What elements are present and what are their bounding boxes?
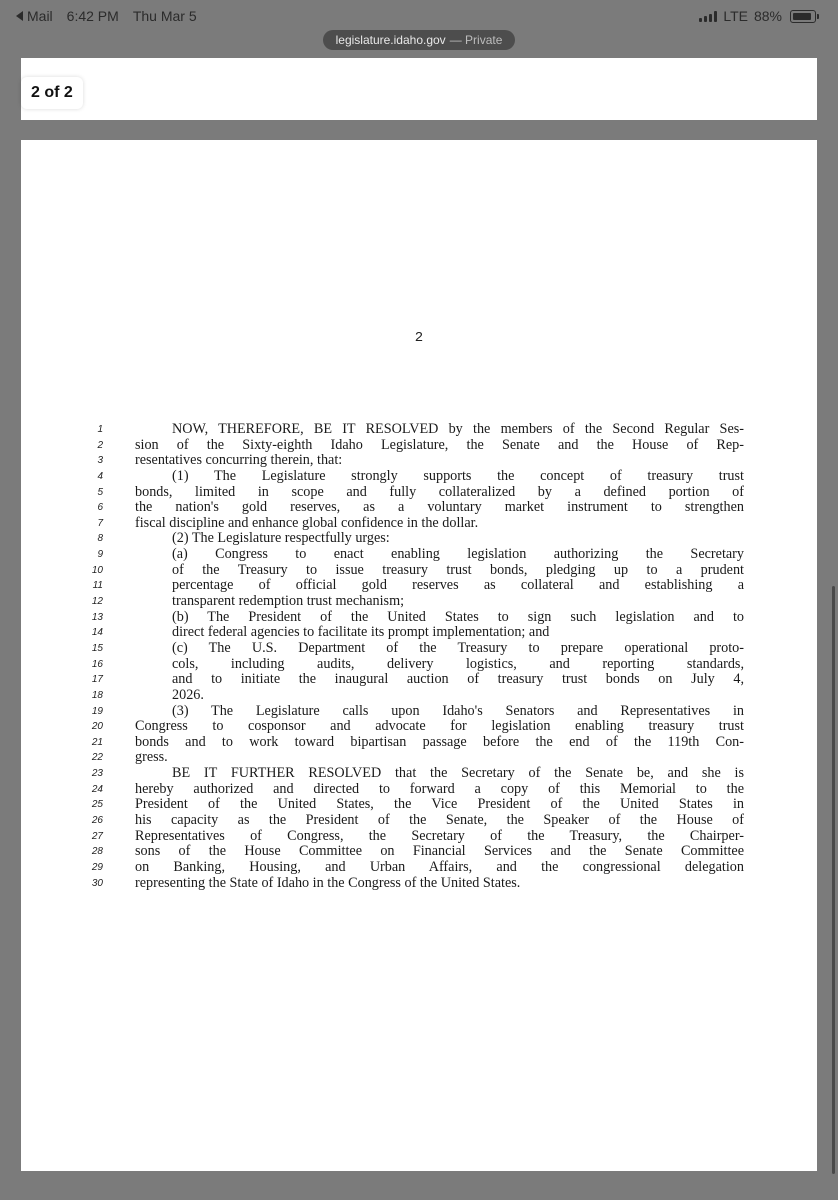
line-number: 14 xyxy=(91,627,103,639)
bill-line xyxy=(71,829,771,845)
bill-line xyxy=(71,641,771,657)
bill-line xyxy=(71,719,771,735)
bill-line xyxy=(71,531,771,547)
line-text: (c) The U.S. Department of the Treasury to prepare operational proto- xyxy=(172,639,744,656)
line-text: the nation's gold reserves, as a voluntary market instrument to strengthen xyxy=(135,499,744,516)
back-to-mail-button[interactable] xyxy=(16,8,53,24)
bill-line xyxy=(71,688,771,704)
line-text: sion of the Sixty-eighth Idaho Legislature, the Senate and the House of Rep- xyxy=(135,436,744,453)
line-text: Representatives of Congress, the Secretary of the Treasury, the Chairper- xyxy=(135,827,744,844)
battery-icon xyxy=(790,10,816,23)
line-text: (3) The Legislature calls upon Idaho's Senators and Representatives in xyxy=(172,702,744,719)
line-text: BE IT FURTHER RESOLVED that the Secretary of the Senate be, and she is xyxy=(172,765,744,782)
bill-line xyxy=(71,735,771,751)
line-text: President of the United States, the Vice President of the United States in xyxy=(135,796,744,813)
line-text: bonds, limited in scope and fully collateralized by a defined portion of xyxy=(135,483,744,500)
line-number: 2 xyxy=(97,439,103,451)
line-text: bonds and to work toward bipartisan passage before the end of the 119th Con- xyxy=(135,733,744,750)
url-text: legislature.idaho.gov xyxy=(335,33,446,47)
cellular-signal-icon xyxy=(699,11,717,22)
bill-line xyxy=(71,860,771,876)
page-counter: 2 of 2 xyxy=(21,77,83,109)
line-text: cols, including audits, delivery logistics, and reporting standards, xyxy=(172,655,744,672)
bill-line xyxy=(71,500,771,516)
bill-line xyxy=(71,610,771,626)
status-time: 6:42 PM xyxy=(66,8,119,24)
line-text: fiscal discipline and enhance global confidence in the dollar. xyxy=(135,514,479,531)
line-number: 22 xyxy=(91,752,103,764)
line-text: resentatives concurring therein, that: xyxy=(135,452,343,469)
line-number: 15 xyxy=(91,642,103,654)
line-number: 12 xyxy=(91,596,103,608)
back-arrow-icon xyxy=(16,11,23,21)
line-text: on Banking, Housing, and Urban Affairs, and the congressional delegation xyxy=(135,858,744,875)
bill-line xyxy=(71,516,771,532)
bill-line xyxy=(71,782,771,798)
line-number: 19 xyxy=(91,705,103,717)
line-number: 30 xyxy=(91,877,103,889)
bill-line xyxy=(71,672,771,688)
previous-page xyxy=(21,58,817,120)
bill-line xyxy=(71,453,771,469)
line-text: Congress to cosponsor and advocate for legislation enabling treasury trust xyxy=(135,718,744,735)
line-number: 25 xyxy=(91,799,103,811)
line-number: 9 xyxy=(97,549,103,561)
bill-line xyxy=(71,438,771,454)
bill-line xyxy=(71,657,771,673)
bill-line xyxy=(71,594,771,610)
battery-percent: 88% xyxy=(753,8,782,24)
bill-line xyxy=(71,750,771,766)
back-app-label: Mail xyxy=(27,8,53,24)
line-number: 8 xyxy=(97,533,103,545)
line-text: (2) The Legislature respectfully urges: xyxy=(172,530,390,547)
bill-line xyxy=(71,766,771,782)
status-date: Thu Mar 5 xyxy=(132,8,197,24)
line-text: (1) The Legislature strongly supports the concept of treasury trust xyxy=(172,467,744,484)
line-text: direct federal agencies to facilitate its prompt implementation; and xyxy=(172,624,550,641)
bill-line xyxy=(71,704,771,720)
bill-line xyxy=(71,813,771,829)
line-number: 3 xyxy=(97,455,103,467)
line-text: transparent redemption trust mechanism; xyxy=(172,593,405,610)
bill-line xyxy=(71,844,771,860)
bill-line xyxy=(71,578,771,594)
line-number: 17 xyxy=(91,674,103,686)
line-text: 2026. xyxy=(172,686,204,703)
line-text: NOW, THEREFORE, BE IT RESOLVED by the members of the Second Regular Ses- xyxy=(172,421,744,437)
bill-line xyxy=(71,547,771,563)
network-label: LTE xyxy=(723,8,748,24)
line-number: 18 xyxy=(91,689,103,701)
private-mode-label: — Private xyxy=(449,33,503,47)
line-text: of the Treasury to issue treasury trust bonds, pledging up to a prudent xyxy=(172,561,744,578)
line-number: 16 xyxy=(91,658,103,670)
line-number: 23 xyxy=(91,768,103,780)
bill-text xyxy=(71,422,771,891)
line-number: 13 xyxy=(91,611,103,623)
bill-line xyxy=(71,422,771,438)
line-number: 7 xyxy=(97,517,103,529)
line-number: 29 xyxy=(91,861,103,873)
line-text: his capacity as the President of the Senate, the Speaker of the House of xyxy=(135,812,744,829)
page-number: 2 xyxy=(414,330,424,346)
bill-line xyxy=(71,876,771,892)
line-number: 10 xyxy=(91,564,103,576)
bill-line xyxy=(71,485,771,501)
line-number: 1 xyxy=(97,424,103,435)
bill-line xyxy=(71,625,771,641)
line-text: sons of the House Committee on Financial Services and the Senate Committee xyxy=(135,843,744,860)
line-number: 21 xyxy=(91,736,103,748)
line-text: hereby authorized and directed to forward a copy of this Memorial to the xyxy=(135,780,744,797)
status-bar xyxy=(0,0,838,32)
document-page xyxy=(21,140,817,1171)
line-number: 4 xyxy=(97,470,103,482)
line-text: representing the State of Idaho in the Congress of the United States. xyxy=(135,874,521,891)
scrollbar[interactable] xyxy=(832,586,835,1174)
line-text: and to initiate the inaugural auction of treasury trust bonds on July 4, xyxy=(172,671,744,688)
line-number: 28 xyxy=(91,846,103,858)
line-number: 20 xyxy=(91,721,103,733)
line-text: (b) The President of the United States to sign such legislation and to xyxy=(172,608,744,625)
line-number: 6 xyxy=(97,502,103,514)
bill-line xyxy=(71,469,771,485)
line-text: (a) Congress to enact enabling legislation authorizing the Secretary xyxy=(172,546,744,563)
line-text: percentage of official gold reserves as collateral and establishing a xyxy=(172,577,744,594)
line-number: 5 xyxy=(97,486,103,498)
bill-line xyxy=(71,797,771,813)
bill-line xyxy=(71,563,771,579)
line-number: 27 xyxy=(91,830,103,842)
line-number: 11 xyxy=(92,580,103,592)
line-number: 26 xyxy=(91,815,103,827)
line-number: 24 xyxy=(91,783,103,795)
url-bar[interactable] xyxy=(323,30,515,50)
line-text: gress. xyxy=(135,749,168,766)
